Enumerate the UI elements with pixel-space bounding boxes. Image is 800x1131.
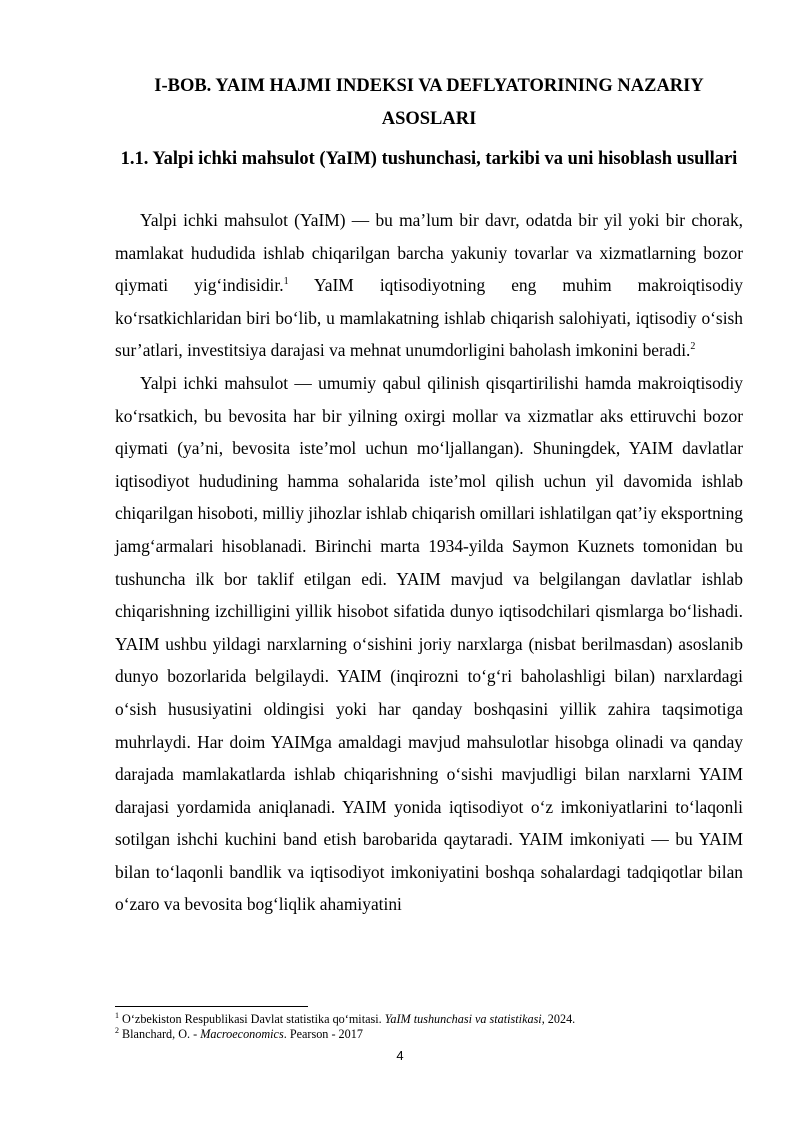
footnote-2-number: 2 <box>115 1025 119 1035</box>
footnotes <box>115 1012 743 1042</box>
footnote-2-tail: . Pearson - 2017 <box>283 1027 363 1041</box>
paragraph-1-text-b: YaIM iqtisodiyotning eng muhim makroiqtisodiy ko‘rsatkichlaridan biri bo‘lib, u mamlakatning ishlab chiqarish salohiyati, iqtisodiy o‘sish sur’atlari, investitsiya darajasi va mehnat unumdorligini baholash imkonini beradi. <box>115 275 743 361</box>
footnote-1-text: O‘zbekiston Respublikasi Davlat statistika qo‘mitasi. <box>119 1012 385 1026</box>
page-number: 4 <box>396 1048 404 1063</box>
paragraph-1 <box>115 204 743 367</box>
footnote-2-text: Blanchard, O. - <box>119 1027 201 1041</box>
footnote-1 <box>115 1012 743 1027</box>
footnote-1-number: 1 <box>115 1010 119 1020</box>
footnote-ref-1[interactable]: 1 <box>283 276 289 288</box>
section-title: 1.1. Yalpi ichki mahsulot (YaIM) tushunchasi, tarkibi va uni hisoblash usullari <box>120 149 738 169</box>
body-text <box>115 204 743 921</box>
paragraph-2: Yalpi ichki mahsulot — umumiy qabul qilinish qisqartirilishi hamda makroiqtisodiy ko‘rsatkich, bu bevosita har bir yilning oxirgi mollar va xizmatlar aks ettiruvchi bozor qiymati (ya’ni, bevosita iste’mol uchun mo‘ljallangan). Shuningdek, YAIM davlatlar iqtisodiyot hududining hamma sohalarida iste’mol qilish uchun yil davomida ishlab chiqarilgan hisoboti, milliy jihozlar ishlab chiqarish omillari ishlatilgan qat’iy eksportning jamg‘armalari hisoblanadi. Birinchi marta 1934-yilda Saymon Kuznets tomonidan bu tushuncha ilk bor taklif etilgan edi. YAIM mavjud va belgilangan davlatlar ishlab chiqarishning izchilligini yillik hisobot sifatida dunyo iqtisodchilari qismlarga bo‘lishadi. YAIM ushbu yildagi narxlarning o‘sishini joriy narxlarga (nisbat berilmasdan) asoslanib dunyo bozorlarida belgilaydi. YAIM (inqirozni to‘g‘ri baholashligi bilan) narxlardagi o‘sish hususiyatini oldingisi yoki har qanday boshqasini yillik zahira taqsimotiga muhrlaydi. Har doim YAIMga amaldagi mavjud mahsulotlar hisobga olinadi va qanday darajada mamlakatlarda ishlab chiqarishning o‘sishi mavjudligi bilan narxlarni YAIM darajasi yordamida aniqlanadi. YAIM yonida iqtisodiyot o‘z imkoniyatlarini to‘laqonli sotilgan ishchi kuchini band etish barobarida qaytaradi. YAIM imkoniyati — bu YAIM bilan to‘laqonli bandlik va iqtisodiyot imkoniyatini boshqa sohalardagi tadqiqotlar bilan o‘zaro va bevosita bog‘liqlik ahamiyatini <box>115 372 743 915</box>
footnote-separator <box>115 1006 308 1007</box>
footnote-1-tail: , 2024. <box>541 1012 576 1026</box>
chapter-title: I-BOB. YAIM HAJMI INDEKSI VA DEFLYATORINING NAZARIY ASOSLARI <box>154 76 704 129</box>
paragraph-1-text-a: Yalpi ichki mahsulot (YaIM) — bu ma’lum bir davr, odatda bir yil yoki bir chorak, mamlakat hududida ishlab chiqarilgan barcha yakuniy tovarlar va xizmatlarning bozor qiymati yig‘indisidir. <box>115 210 743 296</box>
footnote-2-title: Macroeconomics <box>200 1027 284 1041</box>
footnote-ref-2[interactable]: 2 <box>690 341 696 353</box>
footnote-2 <box>115 1027 743 1042</box>
footnote-1-title: YaIM tushunchasi va statistikasi <box>384 1012 542 1026</box>
